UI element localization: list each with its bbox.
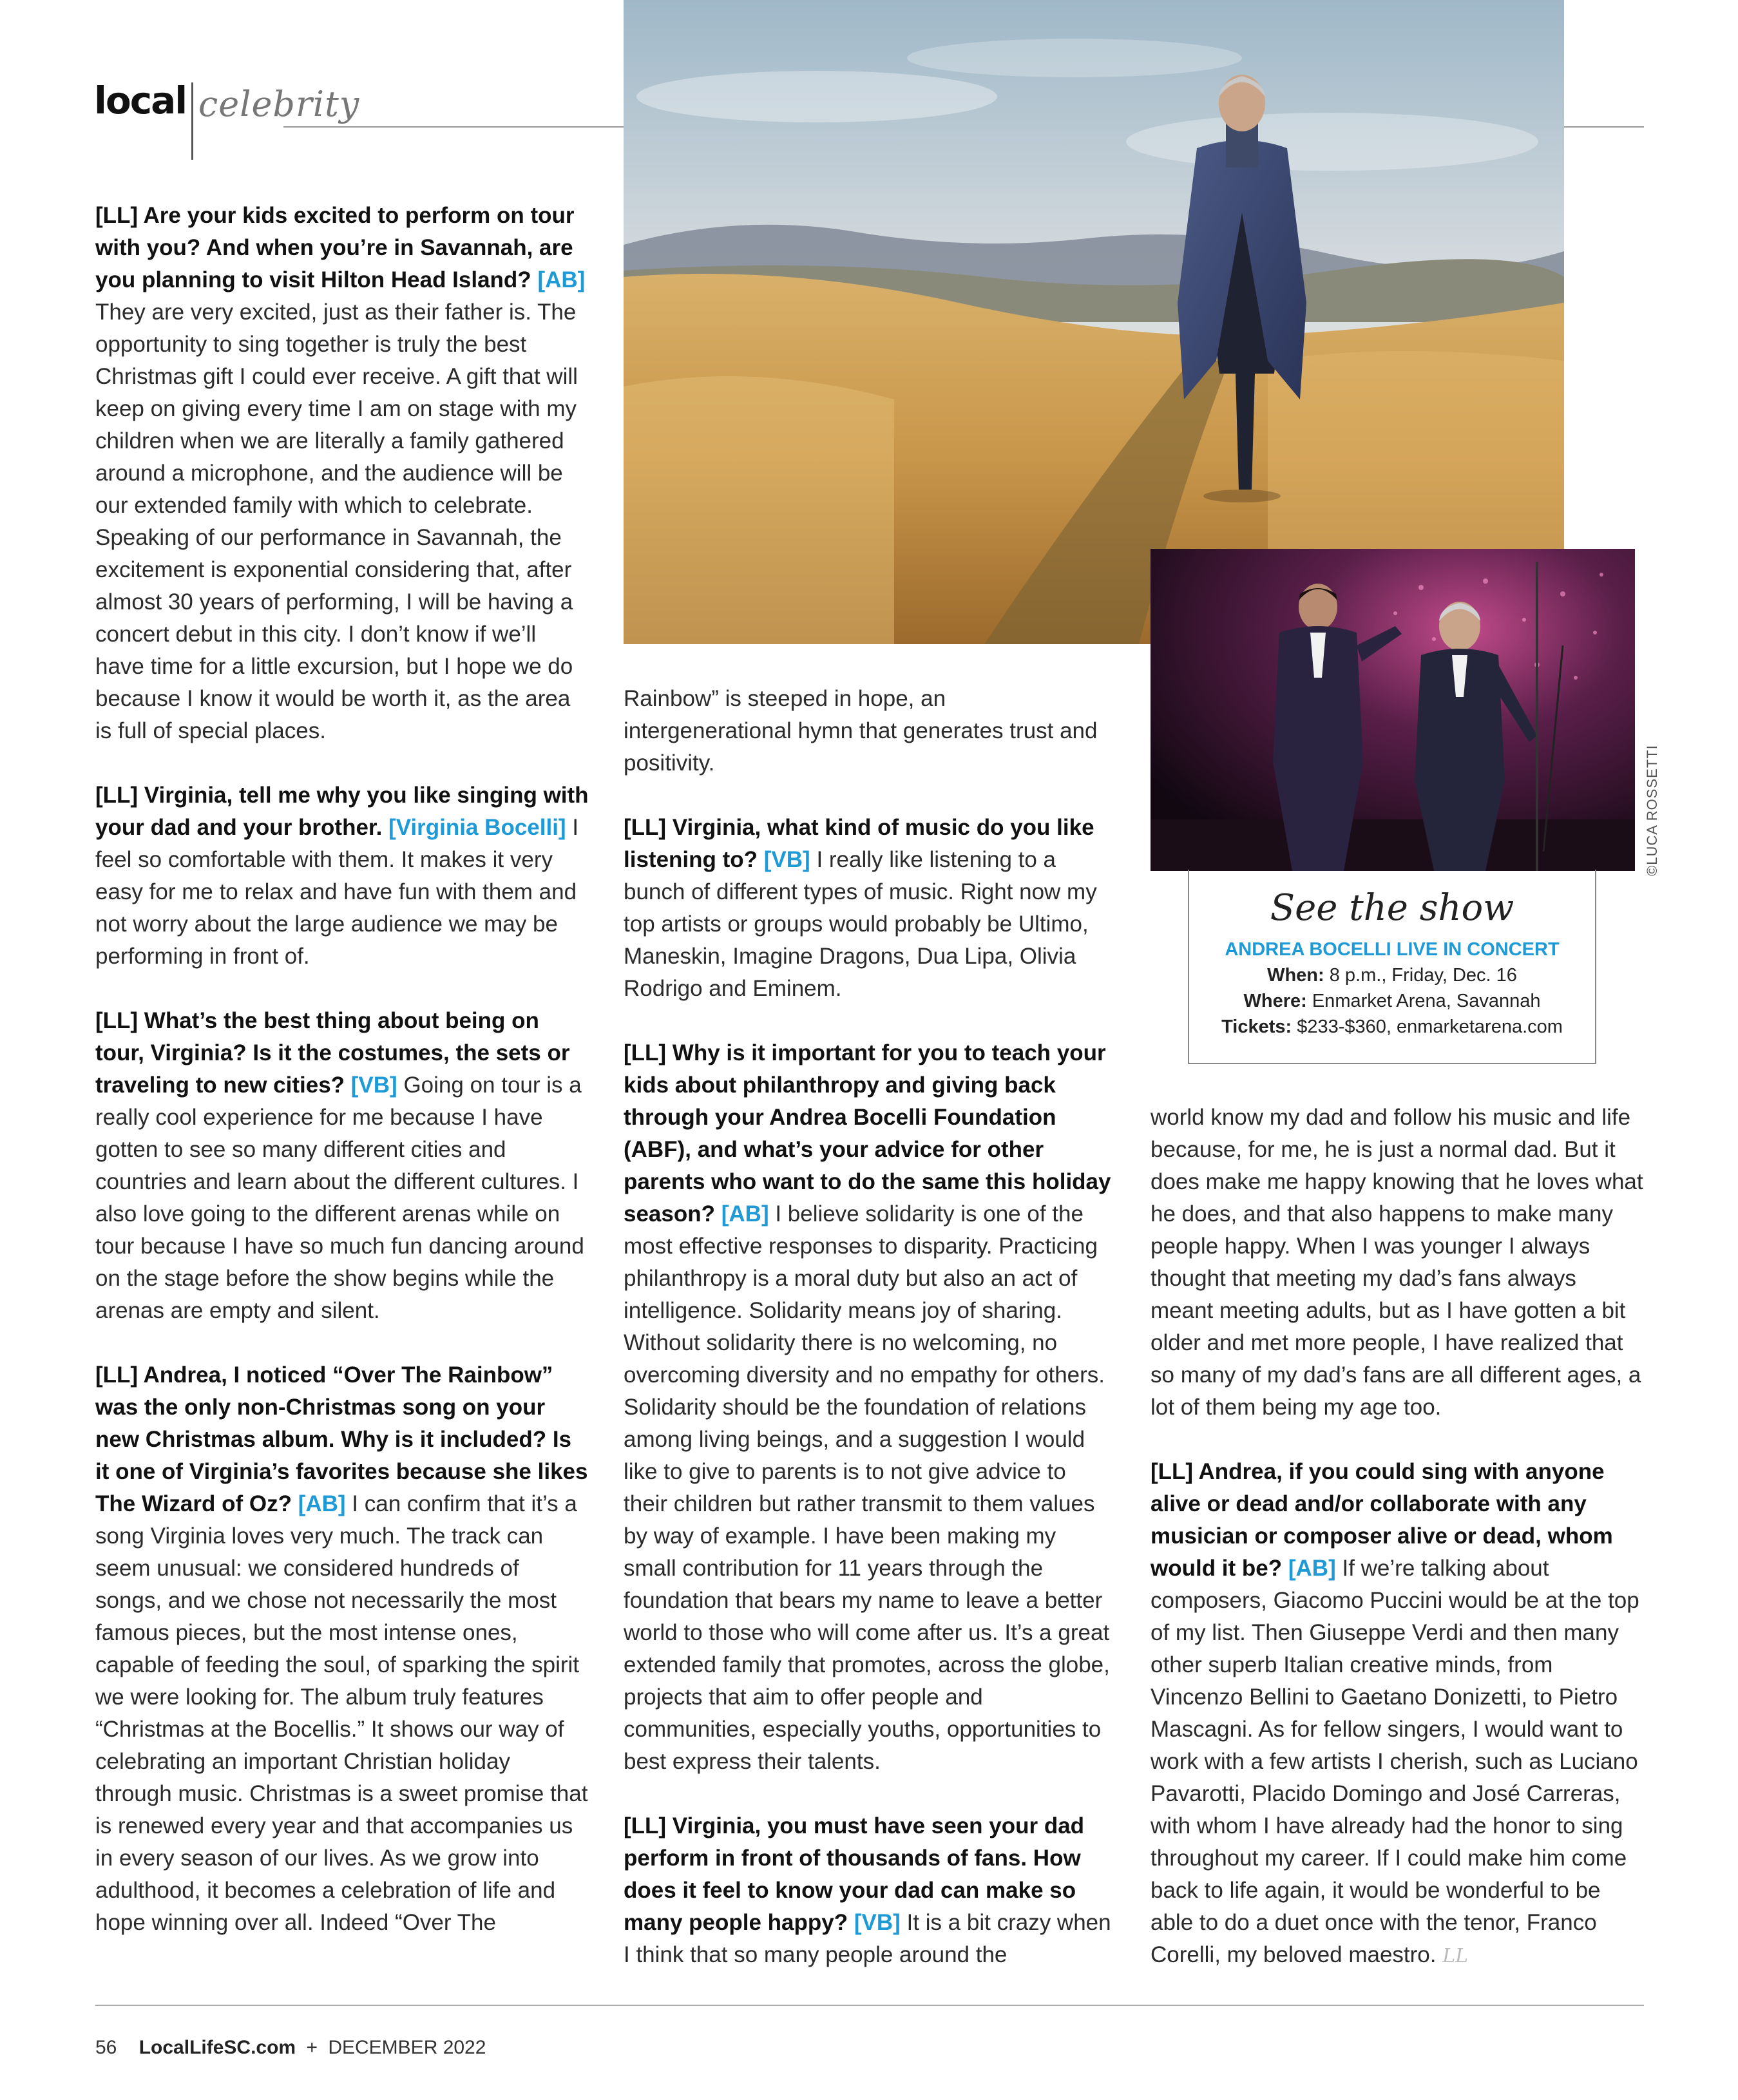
show-name: ANDREA BOCELLI LIVE IN CONCERT [1225, 939, 1560, 960]
header-rule [1564, 126, 1644, 128]
interview-paragraph: [LL] Virginia, you must have seen your dad perform in front of thousands of fans. How does it feel to know your dad can make so many people happy? [VB] It is a bit crazy when I think that so many people around the [624, 1813, 1111, 1967]
end-signature: LL [1442, 1945, 1469, 1967]
interview-paragraph: [LL] Are your kids excited to perform on tour with you? And when you’re in Savannah, are you planning to visit Hilton Head Island? [AB] They are very excited, just as their father is. The opportunity to sing together is truly the best Christmas gift I could ever receive. A gift that will keep on giving every time I am on stage with my children when we are literally a family gathered around a microphone, and the audience will be our extended family with which to celebrate. Speaking of our performance in Savannah, the excitement is exponential considering that, after almost 30 years of performing, I will be having a concert debut in this city. I don’t know if we’ll have time for a little excursion, but I hope we do because I know it would be worth it, as the area is full of special places. [95, 203, 586, 743]
interview-paragraph: [LL] Andrea, if you could sing with anyone alive or dead and/or collaborate with any musician or composer alive or dead, whom would it be? [AB] If we’re talking about composers, Giacomo Puccini would be at the top of my list. Then Giuseppe Verdi and then many other superb Italian creative minds, from Vincenzo Bellini to Gaetano Donizetti, to Pietro Mascagni. As for fellow singers, I would want to work with a few artists I cherish, such as Luciano Pavarotti, Placido Domingo and José Carreras, with whom I have already had the honor to sing throughout my career. If I could make him come back to life again, it would be wonderful to be able to do a duet once with the tenor, Franco Corelli, my beloved maestro. LL [1151, 1459, 1639, 1967]
interview-paragraph: [LL] Andrea, I noticed “Over The Rainbow” was the only non-Christmas song on your new Christmas album. Why is it included? Is it one of Virginia’s favorites because she likes The Wizard of Oz? [AB] I can confirm that it’s a song Virginia loves very much. The track can seem unusual: we considered hundreds of songs, and we chose not necessarily the most famous pieces, but the most intense ones, capable of feeding the soul, of sparking the spirit we were looking for. The album truly features “Christmas at the Bocellis.” It shows our way of celebrating an important Christian holiday through music. Christmas is a sweet promise that is renewed every year and that accompanies us in every season of our lives. As we grow into adulthood, it becomes a celebration of life and hope winning over all. Indeed “Over The [95, 1362, 588, 1935]
article-column-3 [1151, 1102, 1644, 1972]
interview-paragraph: [LL] What’s the best thing about being on tour, Virginia? Is it the costumes, the sets or traveling to new cities? [VB] Going on tour is a really cool experience for me because I have gotten to see so many different cities and countries and learn about the different cultures. I also love going to the different arenas while on tour because I have so much fun dancing around on the stage before the show begins while the arenas are empty and silent. [95, 1008, 584, 1323]
footer-rule [95, 2005, 1644, 2006]
show-title: See the show [1270, 887, 1514, 929]
footer-issue: DECEMBER 2022 [328, 2037, 486, 2058]
hero-photo [624, 0, 1564, 644]
header-rule [283, 126, 624, 128]
article-column-2 [624, 683, 1113, 1971]
interview-paragraph: world know my dad and follow his music and life because, for me, he is just a normal dad. But it does make me happy knowing that he loves what he does, and that also happens to make many people happy. When I was younger I always thought that meeting my dad’s fans always meant meeting adults, but as I have gotten a bit older and met more people, I have realized that so many of my dad’s fans are all different ages, a lot of them being my age too. [1151, 1105, 1643, 1420]
see-the-show-box [1188, 870, 1596, 1064]
show-where: Where: Enmarket Arena, Savannah [1243, 991, 1541, 1011]
interview-paragraph: Rainbow” is steeped in hope, an intergenerational hymn that generates trust and positivity. [624, 686, 1098, 776]
interview-paragraph: [LL] Why is it important for you to teach your kids about philanthropy and giving back through your Andrea Bocelli Foundation (ABF), and what’s your advice for other parents who want to do the same this holiday season? [AB] I believe solidarity is one of the most effective responses to disparity. Practicing philanthropy is a moral duty but also an act of intelligence. Solidarity means joy of sharing. Without solidarity there is no welcoming, no overcoming diversity and no empathy for others. Solidarity should be the foundation of relations among living beings, and a suggestion I would like to give to parents is to not give advice to their children but rather transmit to them values by way of example. I have been making my small contribution for 11 years through the foundation that bears my name to leave a better world to those who will come after us. It’s a great extended family that promotes, across the globe, projects that aim to offer people and communities, especially youths, opportunities to best express their talents. [624, 1040, 1111, 1774]
show-tickets: Tickets: $233-$360, enmarketarena.com [1221, 1017, 1563, 1037]
header-divider [191, 82, 193, 160]
page-number: 56 [95, 2037, 117, 2058]
page-footer [95, 2037, 486, 2059]
footer-site: LocalLifeSC.com [138, 2037, 296, 2058]
concert-photo [1151, 549, 1635, 871]
interview-paragraph: [LL] Virginia, tell me why you like singing with your dad and your brother. [Virginia Bocelli] I feel so comfortable with them. It makes it very easy for me to relax and have fun with them and not worry about the large audience we may be performing in front of. [95, 783, 589, 969]
footer-separator: + [306, 2037, 318, 2058]
article-column-1 [95, 200, 590, 1939]
brand-logo: local [94, 79, 187, 122]
photo-credit: ©LUCA ROSSETTI [1644, 745, 1660, 876]
show-when: When: 8 p.m., Friday, Dec. 16 [1267, 965, 1517, 986]
interview-paragraph: [LL] Virginia, what kind of music do you like listening to? [VB] I really like listening to a bunch of different types of music. Right now my top artists or groups would probably be Ultimo, Maneskin, Imagine Dragons, Dua Lipa, Olivia Rodrigo and Eminem. [624, 815, 1097, 1001]
section-label: celebrity [198, 84, 360, 124]
